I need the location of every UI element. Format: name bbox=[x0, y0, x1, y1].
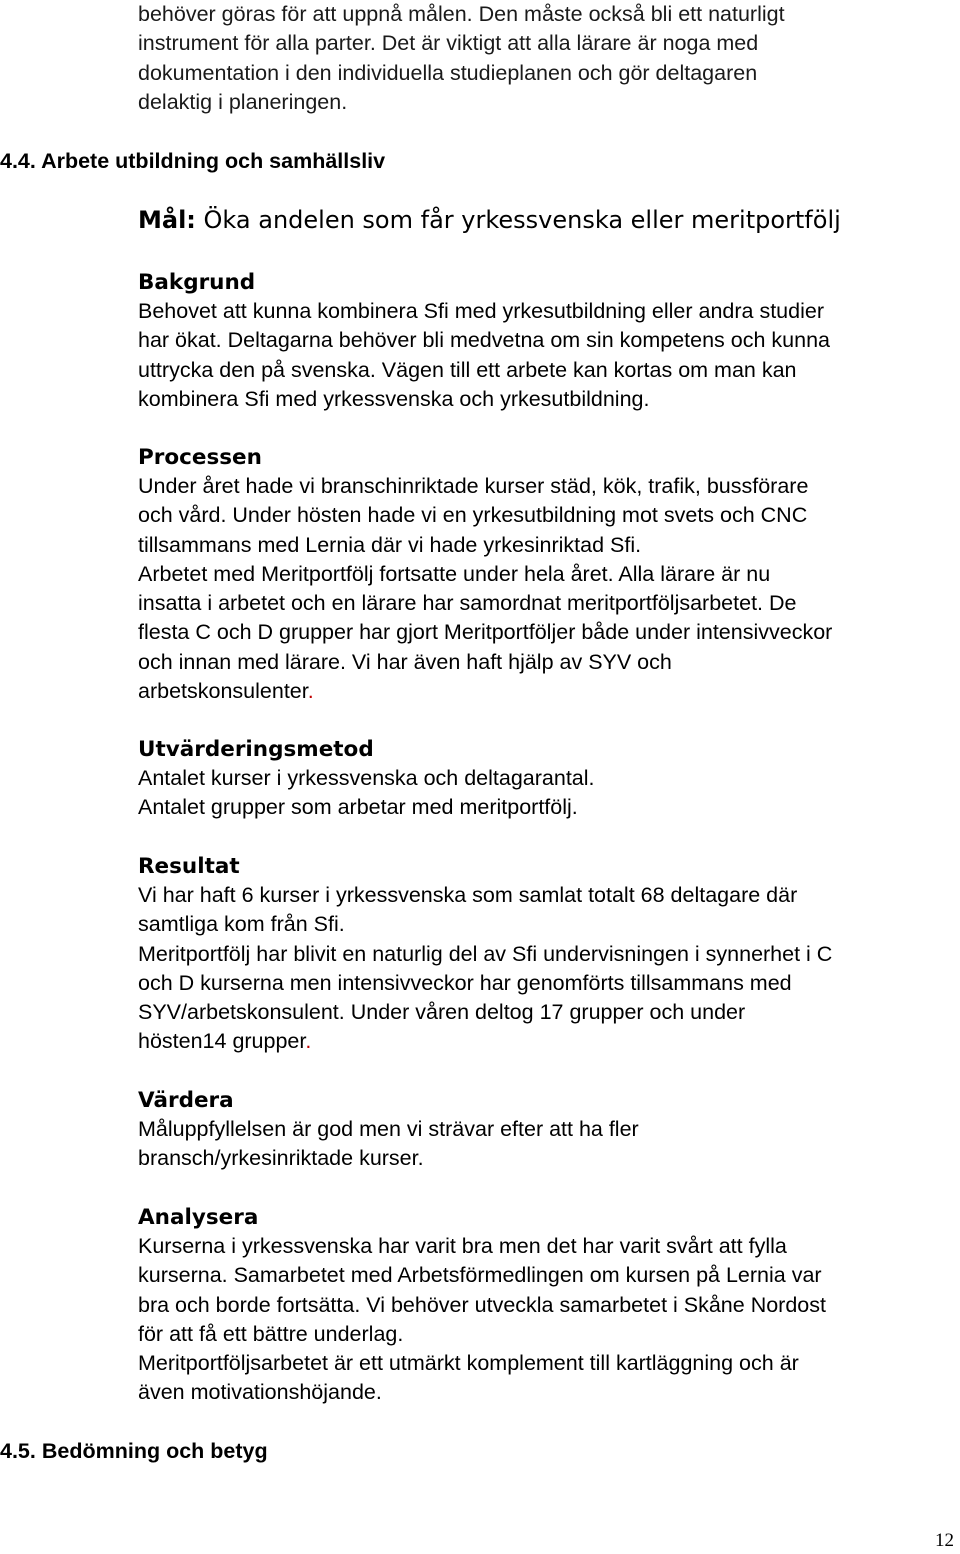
bakgrund-paragraph: Behovet att kunna kombinera Sfi med yrkesutbildning eller andra studier har ökat. Deltagarna behöver bli medvetna om sin kompetens och kunna uttrycka den på svenska. Vägen till ett arbete kan kortas om man kan kombinera Sfi med yrkessvenska och yrkesutbildning. bbox=[138, 299, 830, 411]
goal-text: Öka andelen som får yrkessvenska eller meritportfölj bbox=[195, 206, 841, 234]
processen-paragraph bbox=[138, 472, 956, 706]
utvardering-paragraph: Antalet kurser i yrkessvenska och deltagarantal. Antalet grupper som arbetar med meritportfölj. bbox=[138, 766, 595, 820]
section-number: 4.5. bbox=[0, 1439, 36, 1463]
resultat-paragraph bbox=[138, 881, 956, 1057]
section-heading-4-4 bbox=[0, 148, 385, 174]
section-number: 4.4. bbox=[0, 149, 36, 173]
section-heading-4-5 bbox=[0, 1438, 268, 1464]
analysera-paragraph: Kurserna i yrkessvenska har varit bra men det har varit svårt att fylla kurserna. Samarbetet med Arbetsförmedlingen om kursen på Lernia var bra och borde fortsätta. Vi behöver utveckla samarbetet i Skåne Nordost för att få ett bättre underlag. Meritportföljsarbetet är ett utmärkt komplement till kartläggning och är även motivationshöjande. bbox=[138, 1234, 826, 1405]
resultat-end-mark: . bbox=[305, 1029, 312, 1054]
analysera-heading: Analysera bbox=[138, 1205, 259, 1230]
page-number: 12 bbox=[935, 1530, 954, 1551]
vardera-paragraph: Måluppfyllelsen är god men vi strävar efter att ha fler bransch/yrkesinriktade kurser. bbox=[138, 1117, 639, 1171]
resultat-text: Vi har haft 6 kurser i yrkessvenska som samlat totalt 68 deltagare där samtliga kom från Sfi. Meritportfölj har blivit en naturlig del av Sfi undervisningen i synnerhet i C och D kurserna men intensivveckor har genomförts tillsammans med SYV/arbetskonsulent. Under våren deltog 17 grupper och under hösten14 grupper bbox=[138, 883, 833, 1054]
vardera-heading: Värdera bbox=[138, 1088, 234, 1113]
goal-statement bbox=[138, 203, 841, 237]
goal-label: Mål: bbox=[138, 206, 196, 234]
processen-heading: Processen bbox=[138, 445, 262, 470]
section-title: Bedömning och betyg bbox=[41, 1439, 268, 1463]
section-title: Arbete utbildning och samhällsliv bbox=[41, 149, 386, 173]
resultat-heading: Resultat bbox=[138, 854, 240, 879]
processen-text: Under året hade vi branschinriktade kurser städ, kök, trafik, bussförare och vård. Under hösten hade vi en yrkesutbildning mot svets och CNC tillsammans med Lernia där vi hade yrkesinriktad Sfi. Arbetet med Meritportfölj fortsatte under hela året. Alla lärare är nu insatta i arbetet och en lärare har samordnat meritportföljsarbetet. De flesta C och D grupper har gjort Meritportföljer både under intensivveckor och innan med lärare. Vi har även haft hjälp av SYV och arbetskonsulenter bbox=[138, 474, 833, 704]
processen-end-mark: . bbox=[307, 679, 314, 704]
bakgrund-heading: Bakgrund bbox=[138, 270, 256, 295]
intro-paragraph: behöver göras för att uppnå målen. Den måste också bli ett naturligt instrument för alla parter. Det är viktigt att alla lärare är noga med dokumentation i den individuella studieplanen och gör deltagaren delaktig i planeringen. bbox=[138, 2, 785, 114]
utvardering-heading: Utvärderingsmetod bbox=[138, 737, 374, 762]
